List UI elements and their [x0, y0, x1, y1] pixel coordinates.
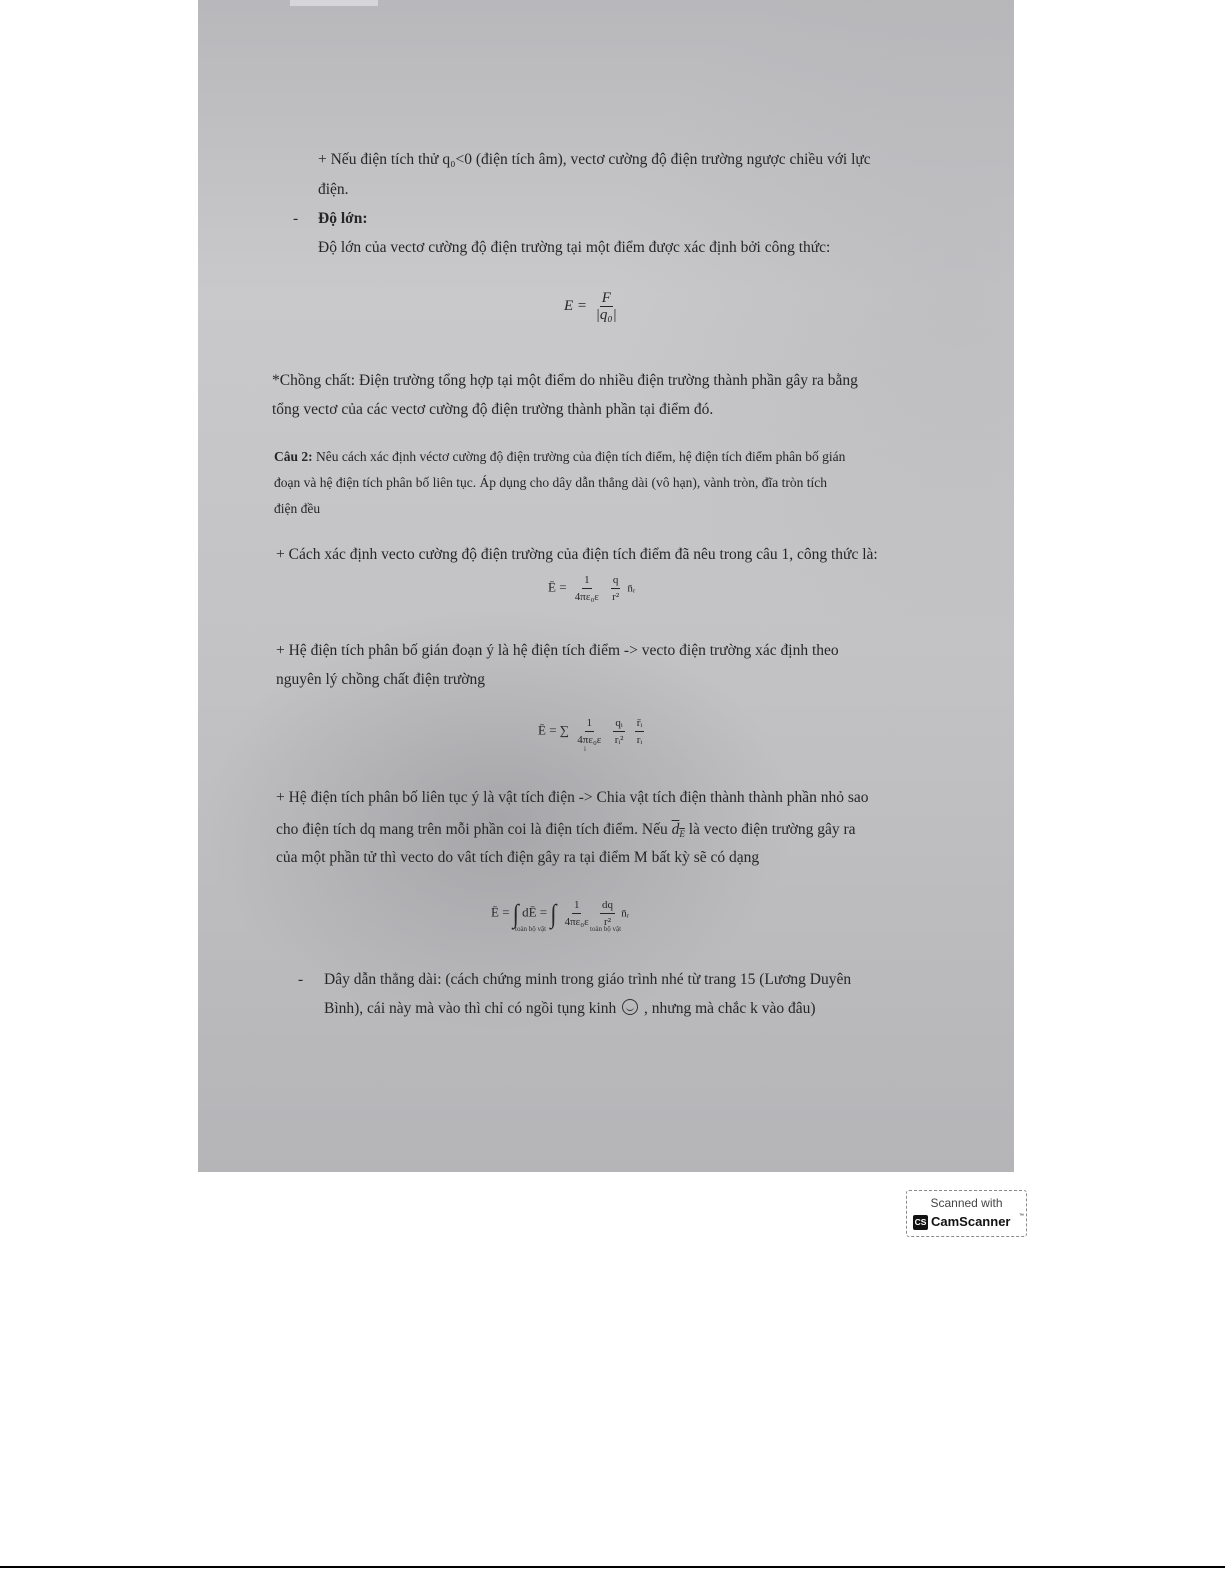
integral-limit: toàn bộ vật: [515, 925, 547, 933]
question-text: Nêu cách xác định véctơ cường độ điện trường của điện tích điểm, hệ điện tích điểm phân bố gián: [316, 449, 846, 464]
formula-denominator: 4πε₀ε: [564, 916, 589, 928]
question-line: điện đều: [274, 501, 321, 516]
formula-denominator: r²: [604, 916, 611, 928]
formula-numerator: dq: [600, 897, 615, 914]
formula-unit-vector: n̄ᵣ: [621, 907, 630, 920]
formula-magnitude: [564, 290, 622, 323]
heading-magnitude: Độ lớn:: [318, 210, 368, 227]
text-line: [324, 999, 816, 1019]
formula-lhs: E =: [564, 297, 588, 314]
text-line: + Hệ điện tích phân bố gián đoạn ý là hệ điện tích điểm -> vecto điện trường xác định theo: [276, 642, 839, 659]
text-line: nguyên lý chồng chất điện trường: [276, 671, 486, 688]
bullet-dash: -: [293, 210, 299, 227]
page-edge-tab: [290, 0, 378, 6]
vector-dE-subscript: E: [679, 829, 685, 839]
text-span: cho điện tích dq mang trên mỗi phần coi là điện tích điểm. Nếu: [276, 821, 668, 838]
formula-numerator: 1: [572, 897, 582, 914]
formula-denominator: r²: [612, 591, 620, 603]
formula-numerator: 1: [582, 572, 592, 589]
formula-discrete-sum: [538, 715, 647, 753]
badge-brand: CamScanner: [931, 1214, 1011, 1229]
vector-dE: [672, 821, 685, 838]
formula-mid: dĒ =: [522, 904, 548, 920]
formula-point-charge: [548, 572, 635, 605]
page-bottom-rule: [0, 1566, 1225, 1568]
formula-denominator: 4πε₀ε: [574, 591, 599, 603]
scanned-page: [198, 0, 1014, 1172]
bullet-dash: -: [298, 971, 304, 988]
vector-dE-letter: d: [671, 821, 680, 838]
text-span: Bình), cái này mà vào thì chỉ có ngồi tụng kinh: [324, 1000, 617, 1017]
text-span: là vecto điện trường gây ra: [688, 821, 856, 838]
formula-denominator: rᵢ²: [614, 734, 624, 746]
text-line: *Chồng chất: Điện trường tổng hợp tại một điểm do nhiều điện trường thành phần gây ra bằng: [272, 372, 858, 389]
text-line: + Hệ điện tích phân bố liên tục ý là vật tích điện -> Chia vật tích điện thành thành phần nhỏ sao: [276, 789, 869, 806]
integral-limit: toàn bộ vật: [590, 925, 622, 933]
camscanner-logo-icon: CS: [913, 1215, 928, 1230]
text-line: [276, 820, 856, 844]
formula-lhs: Ē =: [548, 579, 567, 595]
formula-denominator: rᵢ: [636, 734, 643, 746]
text-line: điện.: [318, 181, 349, 198]
text-line: + Nếu điện tích thử q₀<0 (điện tích âm), vectơ cường độ điện trường ngược chiều với lực: [318, 151, 871, 168]
formula-numerator: F: [601, 290, 611, 306]
text-line: tổng vectơ của các vectơ cường độ điện trường thành phần tại điểm đó.: [272, 401, 714, 418]
question-line: [274, 447, 845, 467]
formula-numerator: 1: [585, 715, 595, 732]
badge-caption: Scanned with: [930, 1196, 1003, 1210]
text-span: , nhưng mà chắc k vào đâu): [644, 1000, 816, 1017]
formula-numerator: q: [611, 572, 621, 589]
smiley-icon: [622, 999, 638, 1015]
sum-index: i: [584, 745, 586, 753]
integral-sign: ∫: [512, 897, 519, 928]
question-label: Câu 2:: [274, 449, 313, 464]
text-line: Độ lớn của vectơ cường độ điện trường tại một điểm được xác định bởi công thức:: [318, 239, 831, 256]
formula-denominator: |q₀|: [595, 307, 617, 323]
question-line: đoạn và hệ điện tích phân bố liên tục. Áp dụng cho dây dẫn thẳng dài (vô hạn), vành tròn, đĩa tròn tích: [274, 475, 827, 490]
formula-continuous-integral: [491, 897, 630, 933]
text-line: của một phần tử thì vecto do vât tích điện gây ra tại điểm M bất kỳ sẽ có dạng: [276, 849, 760, 866]
formula-lhs: Ē = ∑: [538, 722, 570, 738]
formula-denominator: 4πε₀ε: [577, 734, 602, 746]
text-line: Dây dẫn thẳng dài: (cách chứng minh trong giáo trình nhé từ trang 15 (Lương Duyên: [324, 971, 852, 988]
formula-unit-vector: n̄ᵣ: [627, 582, 636, 595]
formula-numerator: qᵢ: [613, 715, 624, 732]
text-line: + Cách xác định vecto cường độ điện trường của điện tích điểm đã nêu trong câu 1, công thức là:: [276, 546, 878, 563]
integral-sign: ∫: [550, 897, 557, 928]
badge-trademark: ™: [1019, 1213, 1024, 1219]
formula-lhs: Ē =: [491, 904, 510, 920]
camscanner-badge: [906, 1190, 1027, 1237]
formula-numerator: r̄ᵢ: [635, 715, 644, 732]
